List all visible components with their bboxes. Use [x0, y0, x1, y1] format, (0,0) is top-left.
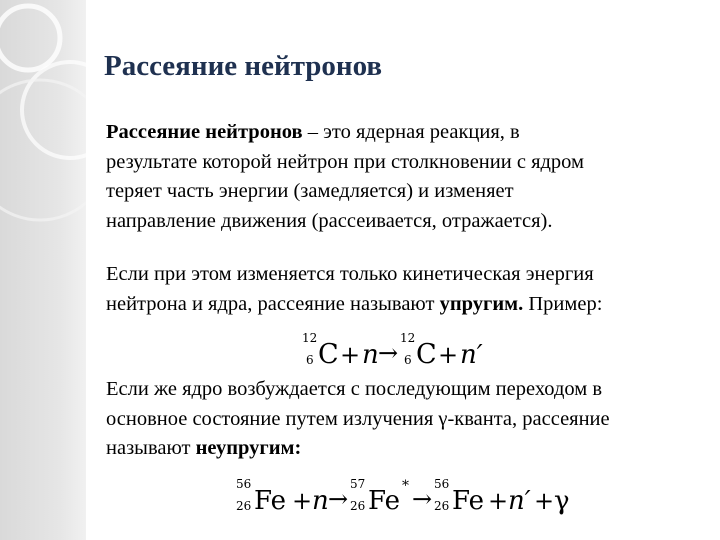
isotope-mass: 56	[236, 477, 252, 491]
paragraph-definition	[106, 118, 706, 236]
text-line: результате которой нейтрон при столкновении с ядром	[106, 150, 585, 173]
isotope-charge: 26	[350, 499, 366, 513]
isotope-mass: 56	[434, 477, 450, 491]
text-line: теряет часть энергии (замедляется) и изменяет	[106, 180, 514, 202]
term-bold: Рассеяние нейтронов	[106, 121, 303, 143]
isotope-mass: 57	[350, 477, 366, 491]
element-symbol: Fe	[452, 486, 485, 516]
plus-sign: +	[438, 341, 459, 369]
isotope-charge: 26	[236, 499, 252, 513]
term-inelastic: неупругим:	[195, 437, 302, 459]
paragraph-inelastic	[106, 375, 706, 464]
neutron-symbol: n	[312, 486, 329, 516]
isotope-charge: 26	[434, 499, 450, 513]
formula-inelastic	[236, 476, 576, 520]
text-segment: нейтрона и ядра, рассеяние называют	[106, 292, 440, 315]
text-segment: – это ядерная реакция, в	[302, 121, 520, 143]
reaction-arrow: →	[412, 485, 433, 513]
element-symbol: C	[416, 339, 437, 370]
decorative-side-band	[0, 0, 86, 540]
plus-sign: +	[488, 487, 509, 515]
gamma-symbol: γ	[554, 486, 570, 516]
term-elastic: упругим.	[439, 292, 524, 315]
slide-title: Рассеяние нейтронов	[104, 50, 383, 82]
element-symbol: C	[318, 339, 339, 370]
isotope-mass: 12	[302, 331, 318, 345]
isotope-mass: 12	[400, 331, 416, 345]
text-line: основное состояние путем излучения γ-кванта, рассеяние	[106, 407, 610, 430]
isotope-charge: 6	[404, 353, 412, 367]
text-line: направление движения (рассеивается, отражается).	[106, 209, 553, 232]
element-symbol: Fe	[254, 486, 287, 516]
reaction-arrow: →	[378, 339, 399, 367]
formula-elastic	[296, 328, 506, 372]
plus-sign: +	[340, 341, 361, 369]
excited-state-mark: *	[402, 478, 409, 494]
reaction-arrow: →	[328, 485, 349, 513]
neutron-prime-symbol: n′	[460, 340, 483, 370]
text-segment: Пример:	[523, 292, 603, 315]
element-symbol: Fe	[368, 486, 401, 516]
plus-sign: +	[534, 487, 555, 515]
text-segment: называют	[106, 437, 196, 459]
isotope-charge: 6	[306, 353, 314, 367]
paragraph-elastic	[106, 260, 706, 319]
decorative-circles	[0, 0, 86, 540]
plus-sign: +	[292, 487, 313, 515]
neutron-prime-symbol: n′	[508, 486, 531, 516]
text-line: Если при этом изменяется только кинетическая энергия	[106, 263, 594, 285]
neutron-symbol: n	[362, 340, 379, 370]
text-line: Если же ядро возбуждается с последующим переходом в	[106, 378, 603, 400]
